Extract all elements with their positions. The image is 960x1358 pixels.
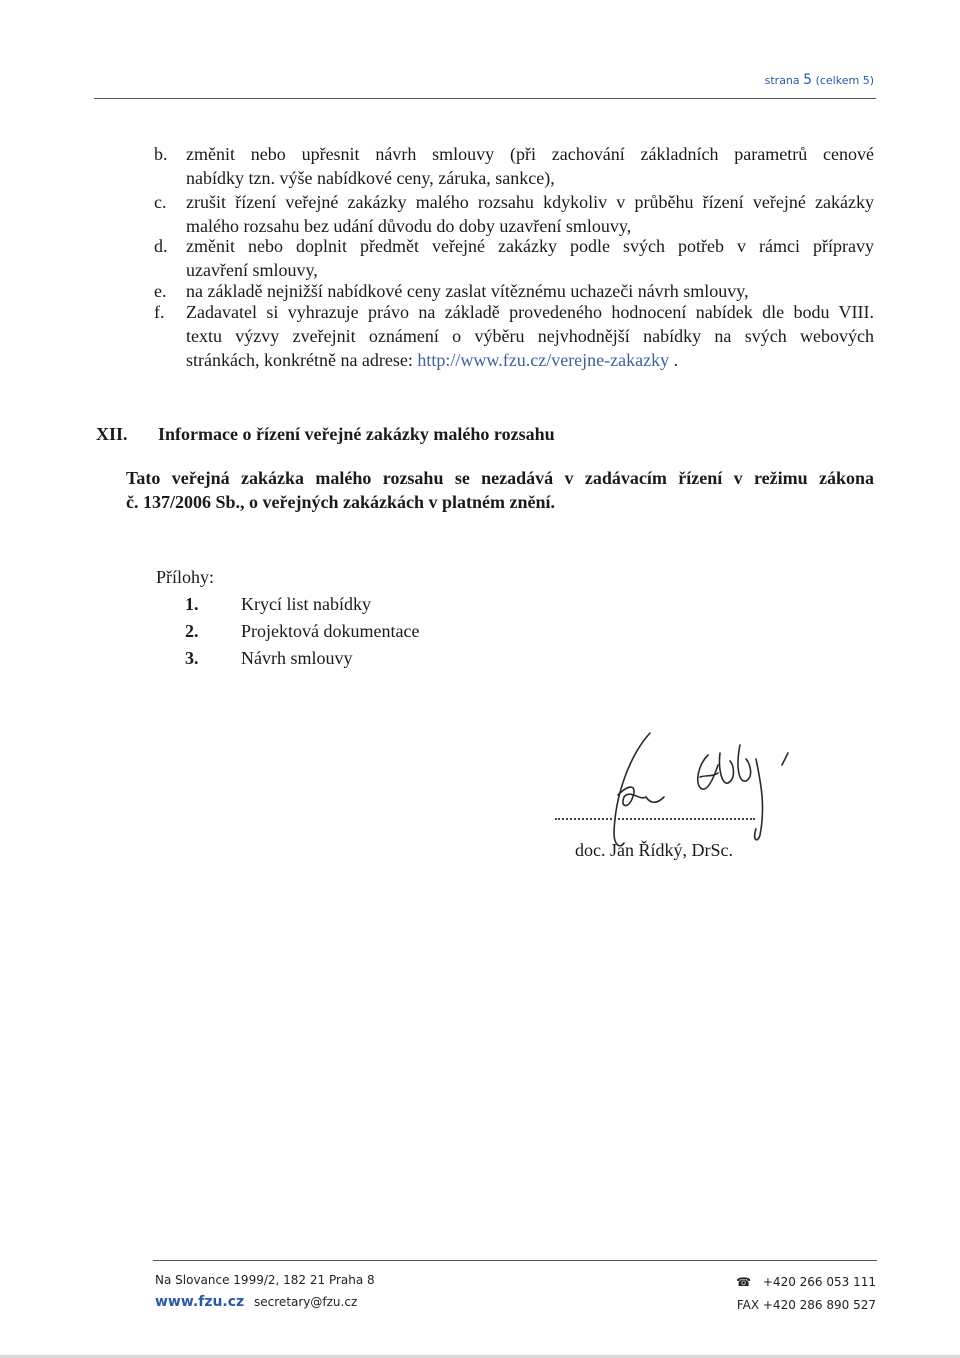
phone-icon: ☎ [736, 1275, 752, 1289]
list-item-line [186, 348, 874, 372]
notice-line: Tato veřejná zakázka malého rozsahu se nezadává v zadávacím řízení v režimu zákona [126, 468, 874, 488]
list-item-line: textu výzvy zveřejnit oznámení o výběru nejvhodnější nabídky na svých webových [186, 326, 874, 346]
attachment-number: 2. [185, 621, 199, 641]
section-number: XII. [96, 424, 128, 444]
list-item-line: Zadavatel si vyhrazuje právo na základě provedeného hodnocení nabídek dle bodu VIII. [186, 302, 874, 322]
footer-email[interactable]: secretary@fzu.cz [254, 1295, 358, 1309]
link-suffix: . [669, 350, 679, 370]
signature-line [555, 818, 755, 820]
handwritten-signature [590, 725, 800, 850]
footer-phone-row [736, 1275, 876, 1289]
list-item-line: nabídky tzn. výše nabídkové ceny, záruka, sankce), [186, 168, 555, 188]
link-prefix: stránkách, konkrétně na adrese: [186, 350, 418, 370]
list-letter: b. [154, 144, 168, 164]
list-item-line: na základě nejnižší nabídkové ceny zaslat vítěznému uchazeči návrh smlouvy, [186, 281, 749, 301]
footer-contacts [155, 1294, 357, 1310]
attachment-label: Krycí list nabídky [241, 594, 371, 614]
footer-fax: FAX +420 286 890 527 [736, 1298, 876, 1312]
notice-paragraph [126, 466, 874, 514]
footer-divider [153, 1260, 877, 1261]
attachment-label: Návrh smlouvy [241, 648, 353, 668]
list-letter: c. [154, 192, 167, 212]
attachment-label: Projektová dokumentace [241, 621, 420, 641]
footer-website[interactable]: www.fzu.cz [155, 1294, 245, 1310]
attachment-number: 3. [185, 648, 199, 668]
list-letter: f. [154, 302, 165, 322]
list-letter: e. [154, 281, 167, 301]
signatory-name: doc. Jan Řídký, DrSc. [575, 840, 733, 860]
page-label: strana [764, 74, 800, 87]
header-divider [94, 98, 876, 99]
list-letter: d. [154, 236, 168, 256]
footer-phone: +420 266 053 111 [762, 1275, 876, 1289]
attachment-number: 1. [185, 594, 199, 614]
procurement-link[interactable]: http://www.fzu.cz/verejne-zakazky [417, 350, 670, 370]
list-item-line: změnit nebo upřesnit návrh smlouvy (při zachování základních parametrů cenové [186, 144, 874, 164]
list-item-line: zrušit řízení veřejné zakázky malého rozsahu kdykoliv v průběhu řízení veřejné zakázky [186, 192, 874, 212]
page-total: (celkem 5) [815, 74, 874, 87]
notice-line: č. 137/2006 Sb., o veřejných zakázkách v platném znění. [126, 492, 555, 512]
attachments-title: Přílohy: [156, 567, 215, 587]
list-item-line: změnit nebo doplnit předmět veřejné zakázky podle svých potřeb v rámci přípravy [186, 236, 874, 256]
section-title: Informace o řízení veřejné zakázky malého rozsahu [158, 424, 555, 444]
page-number-header [765, 72, 874, 88]
page-number: 5 [803, 72, 813, 88]
list-item-line: uzavření smlouvy, [186, 260, 318, 280]
list-item-line: malého rozsahu bez udání důvodu do doby uzavření smlouvy, [186, 216, 632, 236]
footer-address: Na Slovance 1999/2, 182 21 Praha 8 [155, 1273, 375, 1287]
